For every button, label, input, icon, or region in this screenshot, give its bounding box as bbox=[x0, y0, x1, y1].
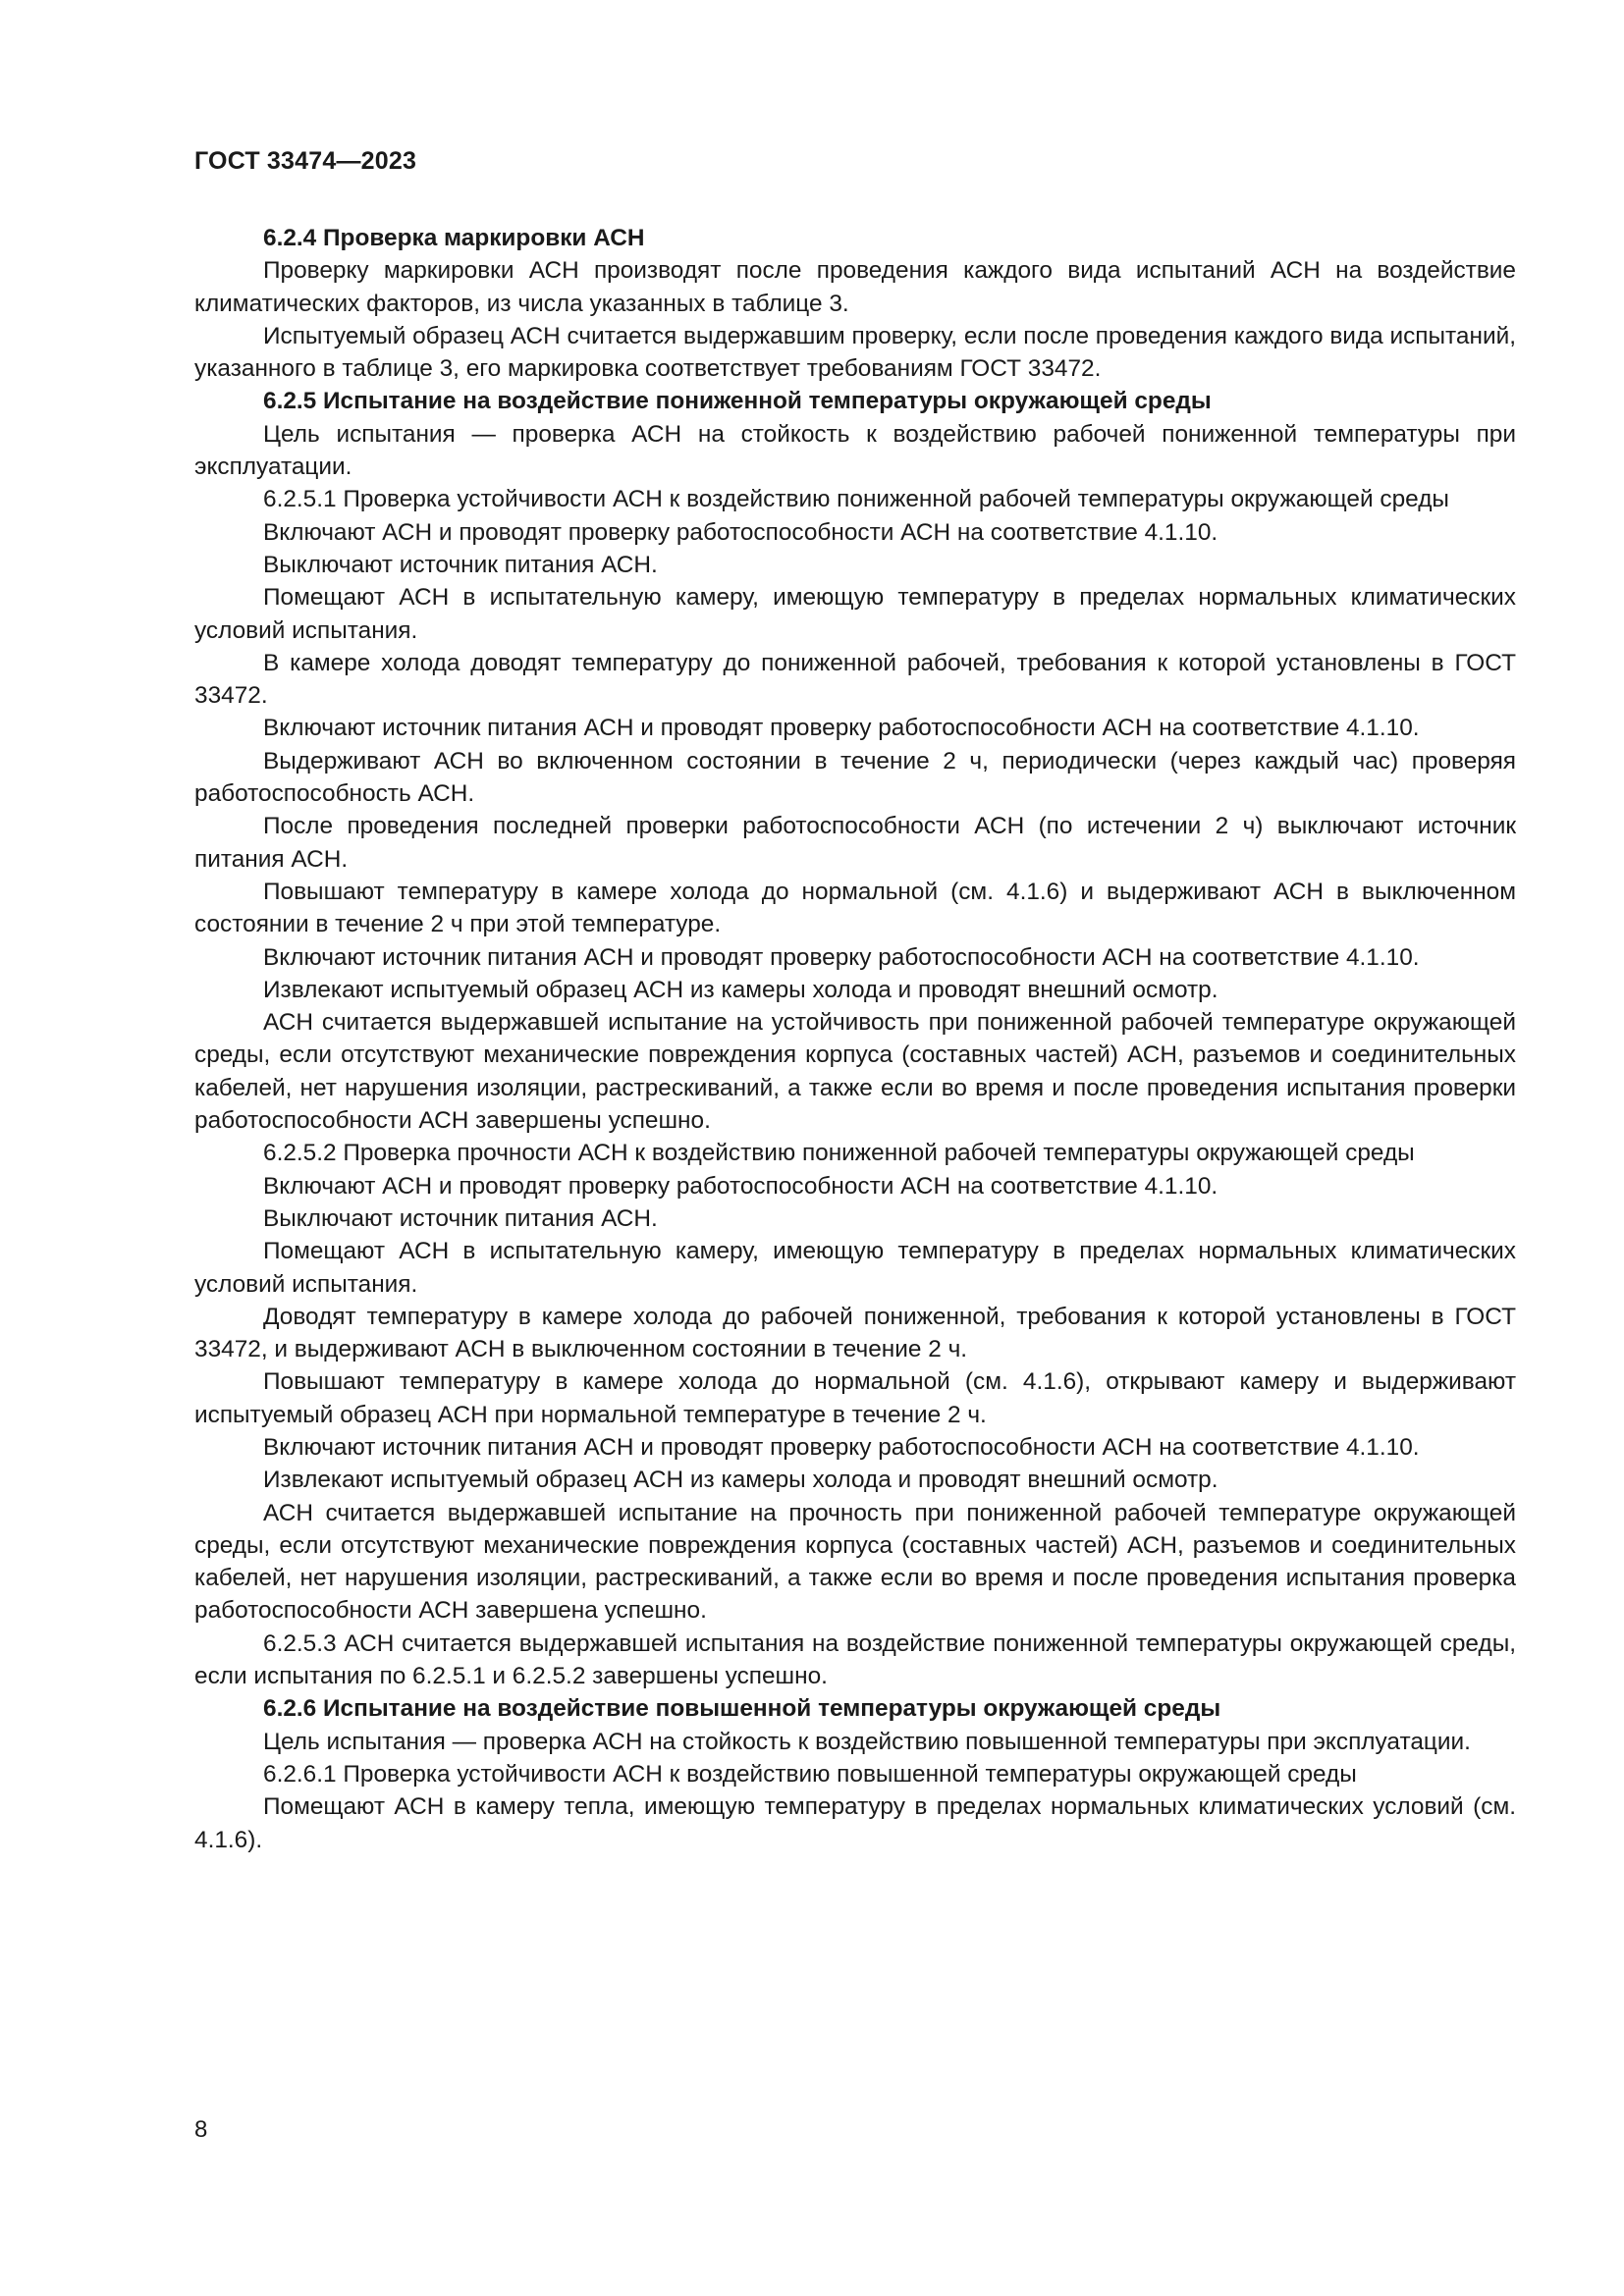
section-heading: 6.2.5 Испытание на воздействие пониженной температуры окружающей среды bbox=[263, 388, 1212, 415]
paragraph: Выключают источник питания АСН. bbox=[263, 1204, 658, 1232]
paragraph: Включают источник питания АСН и проводят проверку работоспособности АСН на соответствие 4.1.10. bbox=[263, 715, 1420, 742]
paragraph: Помещают АСН в испытательную камеру, имеющую температуру в пределах нормальных климатических условий испытания. bbox=[194, 584, 1516, 644]
paragraph: Включают источник питания АСН и проводят проверку работоспособности АСН на соответствие 4.1.10. bbox=[263, 943, 1420, 971]
paragraph: Выдерживают АСН во включенном состоянии в течение 2 ч, периодически (через каждый час) проверяя работоспособность АСН. bbox=[194, 747, 1516, 808]
paragraph: Извлекают испытуемый образец АСН из камеры холода и проводят внешний осмотр. bbox=[263, 1467, 1218, 1494]
paragraph: Цель испытания — проверка АСН на стойкость к воздействию повышенной температуры при эксплуатации. bbox=[263, 1728, 1471, 1755]
paragraph: Включают АСН и проводят проверку работоспособности АСН на соответствие 4.1.10. bbox=[263, 518, 1218, 546]
paragraph: Цель испытания — проверка АСН на стойкость к воздействию рабочей пониженной температуры при эксплуатации. bbox=[194, 420, 1516, 481]
paragraph: АСН считается выдержавшей испытание на устойчивость при пониженной рабочей температуре окружающей среды, если отсутствуют механические повреждения корпуса (составных частей) АСН, разъемов и соединительных кабелей, нет нарушения изоляции, растрескиваний, а также если во время и после проведения испытания проверки работоспособности АСН завершены успешно. bbox=[194, 1009, 1516, 1135]
paragraph: 6.2.5.3 АСН считается выдержавшей испытания на воздействие пониженной температуры окружающей среды, если испытания по 6.2.5.1 и 6.2.5.2 завершены успешно. bbox=[194, 1629, 1516, 1690]
paragraph: Проверку маркировки АСН производят после проведения каждого вида испытаний АСН на воздействие климатических факторов, из числа указанных в таблице 3. bbox=[194, 257, 1516, 317]
section-heading: 6.2.4 Проверка маркировки АСН bbox=[263, 225, 645, 251]
paragraph: Извлекают испытуемый образец АСН из камеры холода и проводят внешний осмотр. bbox=[263, 976, 1218, 1003]
section-heading: 6.2.6 Испытание на воздействие повышенной температуры окружающей среды bbox=[263, 1695, 1221, 1723]
paragraph: Помещают АСН в камеру тепла, имеющую температуру в пределах нормальных климатических условий (см. 4.1.6). bbox=[194, 1793, 1516, 1853]
paragraph: Помещают АСН в испытательную камеру, имеющую температуру в пределах нормальных климатических условий испытания. bbox=[194, 1238, 1516, 1298]
paragraph: 6.2.5.2 Проверка прочности АСН к воздействию пониженной рабочей температуры окружающей среды bbox=[263, 1140, 1415, 1167]
paragraph: Испытуемый образец АСН считается выдержавшим проверку, если после проведения каждого вида испытаний, указанного в таблице 3, его маркировка соответствует требованиям ГОСТ 33472. bbox=[194, 322, 1516, 383]
paragraph: АСН считается выдержавшей испытание на прочность при пониженной рабочей температуре окружающей среды, если отсутствуют механические повреждения корпуса (составных частей) АСН, разъемов и соединительных кабелей, нет нарушения изоляции, растрескиваний, а также если во время и после проведения испытания проверка работоспособности АСН завершена успешно. bbox=[194, 1499, 1516, 1625]
document-body bbox=[194, 222, 1516, 1856]
page-number: 8 bbox=[194, 2116, 208, 2143]
paragraph: Повышают температуру в камере холода до нормальной (см. 4.1.6) и выдерживают АСН в выключенном состоянии в течение 2 ч при этой температуре. bbox=[194, 878, 1516, 938]
paragraph: Включают источник питания АСН и проводят проверку работоспособности АСН на соответствие 4.1.10. bbox=[263, 1433, 1420, 1461]
document-header: ГОСТ 33474—2023 bbox=[194, 147, 417, 175]
paragraph: 6.2.6.1 Проверка устойчивости АСН к воздействию повышенной температуры окружающей среды bbox=[263, 1760, 1357, 1788]
paragraph: Выключают источник питания АСН. bbox=[263, 551, 658, 578]
paragraph: Доводят температуру в камере холода до рабочей пониженной, требования к которой установлены в ГОСТ 33472, и выдерживают АСН в выключенном состоянии в течение 2 ч. bbox=[194, 1303, 1516, 1363]
paragraph: Включают АСН и проводят проверку работоспособности АСН на соответствие 4.1.10. bbox=[263, 1172, 1218, 1200]
paragraph: 6.2.5.1 Проверка устойчивости АСН к воздействию пониженной рабочей температуры окружающей среды bbox=[263, 486, 1449, 513]
paragraph: В камере холода доводят температуру до пониженной рабочей, требования к которой установлены в ГОСТ 33472. bbox=[194, 649, 1516, 710]
paragraph: После проведения последней проверки работоспособности АСН (по истечении 2 ч) выключают источник питания АСН. bbox=[194, 813, 1516, 873]
paragraph: Повышают температуру в камере холода до нормальной (см. 4.1.6), открывают камеру и выдерживают испытуемый образец АСН при нормальной температуре в течение 2 ч. bbox=[194, 1368, 1516, 1428]
